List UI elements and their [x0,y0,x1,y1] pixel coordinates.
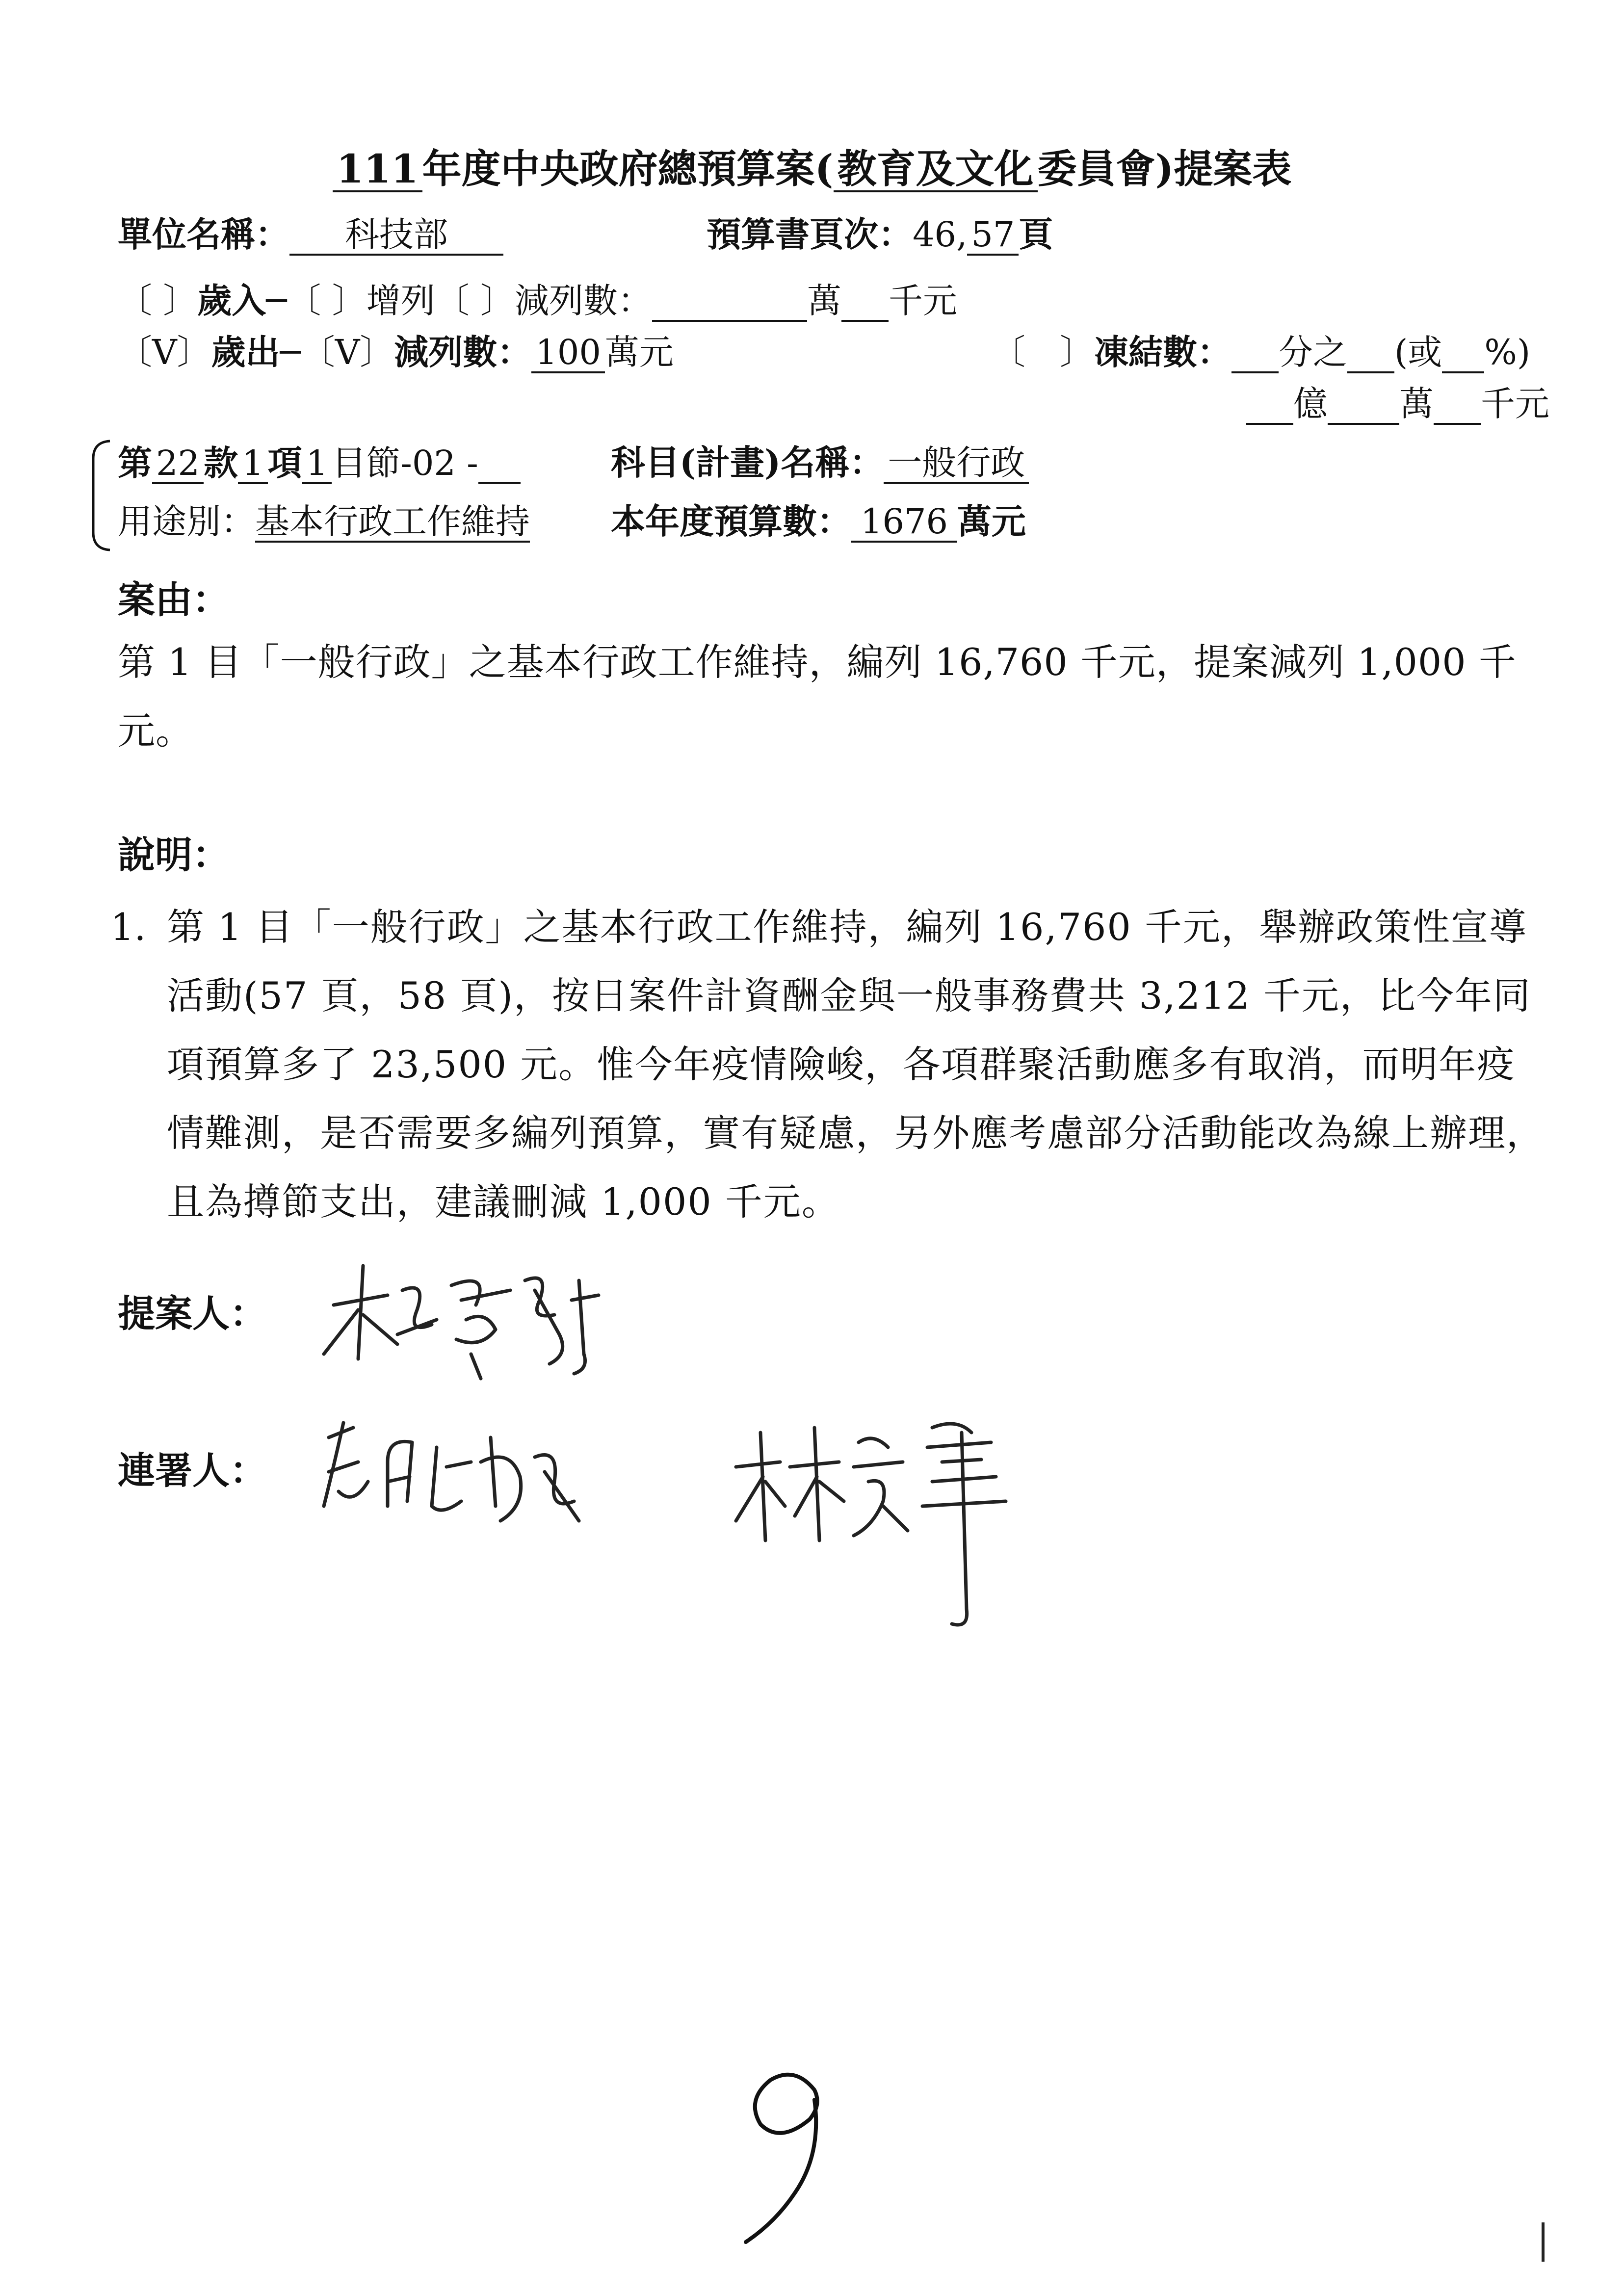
freeze-amount-row [1246,385,1549,425]
use-label: 用途別： [118,501,255,542]
title-committee: 教育及文化 [834,147,1038,192]
section-blank [478,444,521,484]
freeze-label: 凍結數： [1094,332,1231,372]
freeze-yi-blank [1246,385,1293,425]
explanation-text: 第 1 目「一般行政」之基本行政工作維持，編列 16,760 千元，舉辦政策性宣導活動(57 頁，58 頁)，按日案件計資酬金與一般事務費共 3,212 千元，比今年同項預算多了 23,500 元。惟今年疫情險峻，各項群聚活動應多有取消，而明年疫情難測，是否需要多編列預算，實有疑慮，另外應考慮部分活動能改為線上辦理，且為撙節支出，建議刪減 1,000 千元。 [167,905,1545,1224]
revenue-add-label: 增列 [366,281,435,321]
revenue-cut-label: 減列數： [514,281,652,321]
budget-pages-b: 57 [967,216,1019,256]
revenue-wan-blank [652,282,807,322]
cosigner-label: 連署人： [118,1449,267,1492]
revenue-qian-blank [841,282,889,322]
unit-row [118,216,503,256]
kuan-prefix: 第 [118,443,152,483]
budget-pages-row [707,216,1053,256]
title-prefix: 年度中央政府總預算案( [422,146,834,192]
subject-bracket [88,439,113,552]
scan-mark [1542,2222,1545,2262]
expenditure-cut-value: 100 [531,334,605,373]
explanation-item-number: 1. [110,905,146,949]
expenditure-label: 歲出─ [211,332,301,372]
freeze-yi: 億 [1293,384,1328,424]
expenditure-cut-label: 減列數： [394,332,532,372]
explanation-heading: 說明： [118,833,230,877]
reason-text: 第 1 目「一般行政」之基本行政工作維持，編列 16,760 千元，提案減列 1,000 千元。 [118,640,1517,753]
budget-pages-unit: 頁 [1019,214,1053,255]
subject-name-value: 一般行政 [884,444,1029,484]
title-suffix: 委員會)提案表 [1037,146,1292,192]
title-year: 111 [333,147,422,192]
revenue-cut-bracket: 〔 〕 [435,281,515,321]
subject-name-label: 科目(計畫)名稱： [611,442,884,483]
freeze-qian: 千元 [1481,384,1549,424]
use-row [118,503,530,543]
freeze-wan: 萬 [1399,384,1434,424]
expenditure-row [118,334,674,373]
use-value: 基本行政工作維持 [255,501,530,542]
freeze-or-open: (或 [1394,332,1442,372]
freeze-den-blank [1347,334,1394,373]
subject-name-row [611,444,1029,484]
xiang-label: 項 [267,443,302,483]
freeze-wan-blank [1328,385,1399,425]
handwritten-page-mark [736,2056,844,2252]
page-title [0,137,1624,194]
unit-label: 單位名稱： [118,214,289,255]
freeze-fraction-of: 分之 [1279,332,1347,372]
budget-pages-a: 46, [913,214,968,255]
revenue-label: 歲入─ [197,280,287,321]
revenue-wan: 萬 [807,281,841,321]
subject-row [118,444,521,484]
kuan-value: 22 [152,444,204,484]
proposer-label: 提案人： [118,1292,267,1335]
reason-heading: 案由： [118,578,230,622]
revenue-qian: 千元 [888,281,957,321]
mu-label: 目節-02 - [332,443,478,483]
expenditure-bracket: 〔V〕 [118,332,211,372]
annual-budget-label: 本年度預算數： [611,501,851,542]
unit-value: 科技部 [289,216,503,256]
annual-budget-unit: 萬元 [957,501,1026,542]
annual-budget-value: 1676 [851,503,957,543]
freeze-percent-close: %) [1484,332,1531,372]
kuan-label: 款 [204,443,238,483]
cosigner-signature-2 [726,1413,1030,1644]
revenue-bracket: 〔 〕 [118,281,198,321]
xiang-value: 1 [238,444,268,484]
freeze-qian-blank [1434,385,1481,425]
proposer-signature [304,1236,618,1383]
freeze-row [991,334,1530,373]
freeze-bracket: 〔 〕 [991,332,1094,372]
revenue-add-bracket: 〔 〕 [287,281,367,321]
cosigner-signature-1 [314,1408,618,1536]
expenditure-cut-unit: 萬元 [604,332,674,372]
annual-budget-row [611,503,1026,543]
budget-pages-label: 預算書頁次： [707,214,913,255]
freeze-pct-blank [1442,334,1484,373]
freeze-num-blank [1231,334,1279,373]
mu-value: 1 [302,444,332,484]
revenue-row [118,282,957,322]
expenditure-cut-bracket: 〔V〕 [300,332,394,372]
